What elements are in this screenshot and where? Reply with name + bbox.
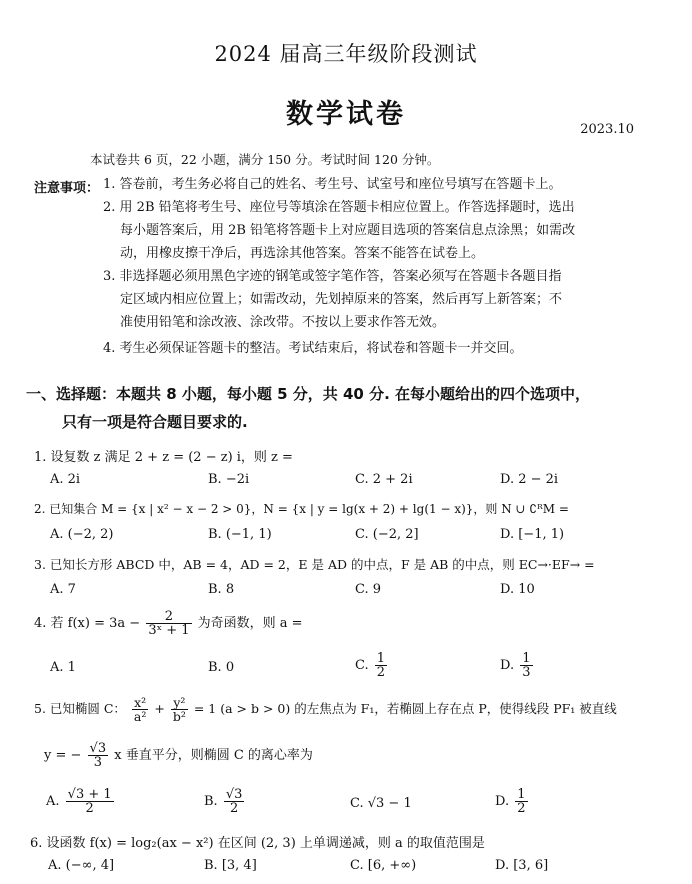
fraction bbox=[132, 696, 148, 723]
denominator: 3ˣ + 1 bbox=[148, 623, 190, 638]
option-label: D. bbox=[495, 794, 510, 809]
stem-text: y = − bbox=[44, 748, 82, 763]
numerator: √3 + 1 bbox=[67, 787, 112, 802]
plus-sign: + bbox=[154, 701, 165, 716]
denominator: b² bbox=[172, 709, 186, 724]
fraction bbox=[66, 788, 114, 815]
denominator: 2 bbox=[517, 801, 526, 816]
option-d bbox=[500, 652, 535, 679]
option-a bbox=[46, 788, 116, 815]
option-c: C. 9 bbox=[355, 582, 382, 597]
option-c bbox=[355, 652, 389, 679]
note-line: 3. 非选择题必须用黑色字迹的钢笔或签字笔作答，答案必须写在答题卡各题目指 bbox=[103, 269, 562, 284]
option-label: A. bbox=[46, 794, 60, 809]
numerator: y² bbox=[171, 696, 188, 710]
stem-text: 5. 已知椭圆 C： bbox=[34, 701, 126, 716]
option-b bbox=[204, 788, 246, 815]
numerator: √3 bbox=[225, 787, 243, 802]
fraction bbox=[146, 610, 191, 637]
question-stem bbox=[34, 610, 303, 637]
option-a: A. 7 bbox=[50, 582, 76, 597]
fraction bbox=[375, 652, 387, 679]
note-line: 准使用铅笔和涂改液、涂改带。不按以上要求作答无效。 bbox=[120, 315, 446, 330]
denominator: 3 bbox=[522, 665, 531, 680]
denominator: 2 bbox=[85, 801, 94, 816]
option-b: B. [3, 4] bbox=[204, 858, 257, 873]
fraction bbox=[515, 788, 527, 815]
numerator: 2 bbox=[146, 610, 191, 624]
option-d: D. 10 bbox=[500, 582, 535, 597]
question-stem: 1. 设复数 z 满足 2 + z = (2 − z) i，则 z = bbox=[34, 450, 293, 465]
option-b: B. (−1, 1) bbox=[208, 527, 272, 542]
question-stem: 2. 已知集合 M = {x | x² − x − 2 > 0}，N = {x | y = lg(x + 2) + lg(1 − x)}，则 N ∪ ∁ᴿM = bbox=[34, 502, 569, 516]
denominator: 2 bbox=[376, 665, 386, 680]
option-c: C. 2 + 2i bbox=[355, 472, 413, 487]
option-b: B. 0 bbox=[208, 660, 235, 675]
option-b: B. 8 bbox=[208, 582, 235, 597]
question-stem bbox=[34, 696, 617, 723]
numerator: x² bbox=[132, 696, 148, 710]
numerator: 1 bbox=[376, 651, 386, 666]
notes-label: 注意事项： bbox=[34, 181, 100, 196]
fraction bbox=[224, 788, 245, 815]
numerator: 1 bbox=[522, 651, 531, 666]
stem-text: = 1 (a > b > 0) 的左焦点为 F₁，若椭圆上存在点 P，使得线段 PF₁ 被直线 bbox=[193, 701, 617, 716]
option-label: D. bbox=[500, 658, 515, 673]
option-b: B. −2i bbox=[208, 472, 250, 487]
note-line: 1. 答卷前，考生务必将自己的姓名、考生号、试室号和座位号填写在答题卡上。 bbox=[103, 177, 562, 192]
note-line: 动，用橡皮擦干净后，再选涂其他答案。答案不能答在试卷上。 bbox=[120, 246, 485, 261]
denominator: a² bbox=[133, 709, 147, 724]
option-d: D. [−1, 1) bbox=[500, 527, 565, 542]
option-d: D. 2 − 2i bbox=[500, 472, 559, 487]
option-c: C. [6, +∞) bbox=[350, 858, 417, 873]
numerator: 1 bbox=[517, 787, 526, 802]
question-stem-cont bbox=[44, 742, 313, 769]
exam-info: 本试卷共 6 页，22 小题，满分 150 分。考试时间 120 分钟。 bbox=[90, 152, 440, 167]
note-line: 2. 用 2B 铅笔将考生号、座位号等填涂在答题卡相应位置上。作答选择题时，选出 bbox=[103, 200, 575, 215]
option-d: D. [3, 6] bbox=[495, 858, 549, 873]
subject-title: 数学试卷 bbox=[286, 99, 406, 130]
header-title: 2024 届高三年级阶段测试 bbox=[214, 42, 478, 66]
option-label: B. bbox=[204, 794, 218, 809]
note-line: 每小题答案后，用 2B 铅笔将答题卡上对应题目选项的答案信息点涂黑；如需改 bbox=[120, 223, 576, 238]
question-stem: 3. 已知长方形 ABCD 中，AB = 4，AD = 2，E 是 AD 的中点，F 是 AB 的中点，则 EC→·EF→ = bbox=[34, 557, 595, 572]
stem-text: 为奇函数，则 a = bbox=[197, 616, 303, 631]
stem-text: 4. 若 f(x) = 3a − bbox=[34, 616, 141, 631]
section-heading-cont: 只有一项是符合题目要求的. bbox=[62, 413, 248, 431]
option-d bbox=[495, 788, 530, 815]
option-a: A. (−∞, 4] bbox=[48, 858, 115, 873]
denominator: 3 bbox=[93, 755, 102, 770]
numerator: √3 bbox=[89, 741, 107, 756]
option-a: A. (−2, 2) bbox=[50, 527, 114, 542]
stem-text: x 垂直平分，则椭圆 C 的离心率为 bbox=[114, 748, 313, 763]
note-line: 4. 考生必须保证答题卡的整洁。考试结束后，将试卷和答题卡一并交回。 bbox=[103, 341, 523, 356]
note-line: 定区域内相应位置上；如需改动，先划掉原来的答案，然后再写上新答案；不 bbox=[120, 292, 563, 307]
exam-date: 2023.10 bbox=[580, 122, 634, 137]
fraction bbox=[520, 652, 532, 679]
fraction bbox=[171, 696, 188, 723]
option-c: C. √3 − 1 bbox=[350, 796, 412, 811]
section-heading: 一、选择题：本题共 8 小题，每小题 5 分，共 40 分. 在每小题给出的四个选项中， bbox=[26, 385, 591, 403]
option-label: C. bbox=[355, 658, 369, 673]
fraction bbox=[88, 742, 109, 769]
option-a: A. 2i bbox=[50, 472, 81, 487]
question-stem: 6. 设函数 f(x) = log₂(ax − x²) 在区间 (2, 3) 上单调递减，则 a 的取值范围是 bbox=[30, 836, 485, 851]
denominator: 2 bbox=[229, 801, 239, 816]
option-c: C. (−2, 2] bbox=[355, 527, 419, 542]
option-a: A. 1 bbox=[50, 660, 76, 675]
